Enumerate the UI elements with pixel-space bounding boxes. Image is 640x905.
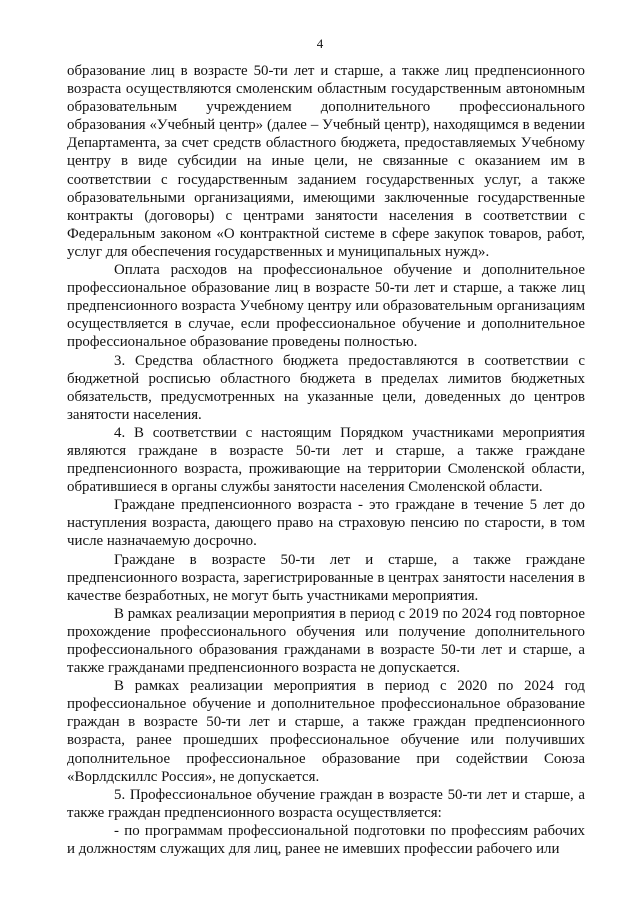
paragraph-2020-2024: В рамках реализации мероприятия в период с 2020 по 2024 год профессиональное обучение и дополнительное профессиональное образование граждан в возрасте 50-ти лет и старше, а также граждан предпенсионного возраста, ранее прошедших профессиональное обучение или получивших дополнительное профессиональное образование при содействии Союза «Ворлдскиллс Россия», не допускается. <box>67 678 585 785</box>
paragraph-item-5: 5. Профессиональное обучение граждан в возрасте 50-ти лет и старше, а также граждан предпенсионного возраста осуществляется: <box>67 786 585 821</box>
page-number: 4 <box>316 36 324 51</box>
paragraph-unemployed-exclusion: Граждане в возрасте 50-ти лет и старше, а также граждане предпенсионного возраста, зарегистрированные в центрах занятости населения в качестве безработных, не могут быть участниками мероприятия. <box>67 551 585 604</box>
paragraph-preretirement-definition: Граждане предпенсионного возраста - это граждане в течение 5 лет до наступления возраста, дающего право на страховую пенсию по старости, в том числе назначаемую досрочно. <box>67 497 585 550</box>
paragraph-item-4: 4. В соответствии с настоящим Порядком участниками мероприятия являются граждане в возрасте 50-ти лет и старше, а также граждане предпенсионного возраста, проживающие на территории Смоленской области, обратившиеся в органы службы занятости населения Смоленской области. <box>67 424 585 496</box>
paragraph-list-item: - по программам профессиональной подготовки по профессиям рабочих и должностям служащих для лиц, ранее не имевших профессии рабочего или <box>67 822 585 858</box>
paragraph-2019-2024: В рамках реализации мероприятия в период с 2019 по 2024 год повторное прохождение профессионального обучения или получение дополнительного профессионального образования гражданами в возрасте 50-ти лет и старше, а также гражданами предпенсионного возраста не допускается. <box>67 605 585 677</box>
paragraph-payment: Оплата расходов на профессиональное обучение и дополнительное профессиональное образование лиц в возрасте 50-ти лет и старше, а также лиц предпенсионного возраста Учебному центру или образовательным организациям осуществляется в случае, если профессиональное обучение и дополнительное профессиональное образование проведены полностью. <box>67 262 585 351</box>
document-body <box>67 62 585 858</box>
paragraph-continuation: образование лиц в возрасте 50-ти лет и старше, а также лиц предпенсионного возраста осуществляются смоленским областным государственным автономным образовательным учреждением дополнительного профессионального образования «Учебный центр» (далее – Учебный центр), находящимся в ведении Департамента, за счет средств областного бюджета, предоставляемых Учебному центру в виде субсидии на иные цели, не связанные с оказанием им в соответствии с государственным заданием государственных услуг, а также образовательными организациями, имеющими заключенные государственные контракты (договоры) с центрами занятости населения в соответствии с Федеральным законом «О контрактной системе в сфере закупок товаров, работ, услуг для обеспечения государственных и муниципальных нужд». <box>67 63 585 260</box>
paragraph-item-3: 3. Средства областного бюджета предоставляются в соответствии с бюджетной росписью областного бюджета в пределах лимитов бюджетных обязательств, предусмотренных на указанные цели, доведенных до центров занятости населения. <box>67 352 585 423</box>
